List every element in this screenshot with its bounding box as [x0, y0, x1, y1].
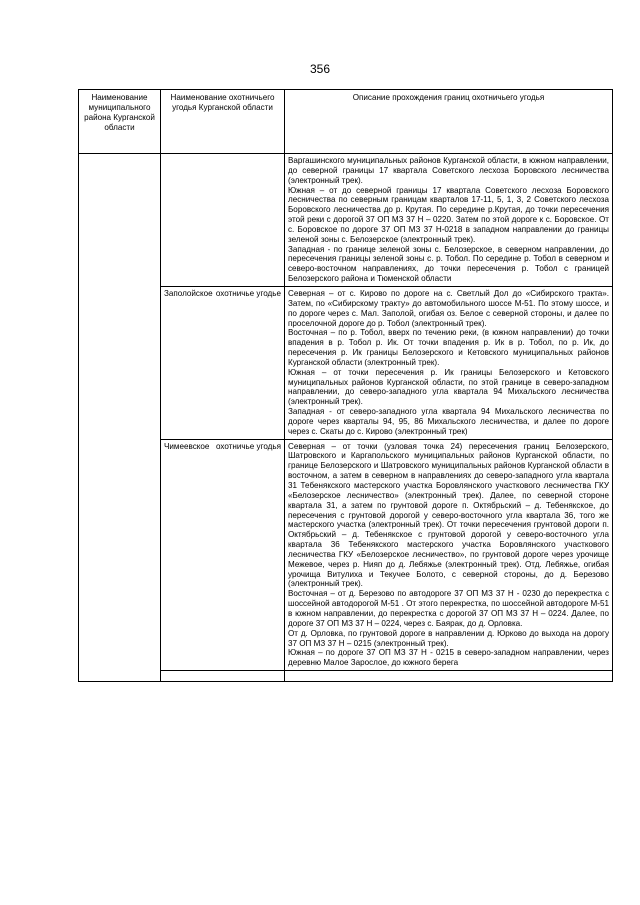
hunting-ground-name: Чимеевское: [164, 441, 210, 451]
description-paragraph: Восточная – по р. Тобол, вверх по течению реки, (в южном направлении) до точки впадения в р. Тобол р. Ик. От точки впадения р. Ик в р. Тобол, по р. Ик, до пересечения р. Ик границы Белозерского и Кетовского муниципальных районов Курганской области (электронный трек).: [288, 328, 609, 367]
hunting-ground-name: Заполойское: [164, 288, 213, 298]
table-header-row: [79, 90, 613, 154]
description-paragraph: Западная - от северо-западного угла квартала 94 Михальского лесничества по дороге через кварталы 94, 95, 86 Михальского лесничества, и далее по дороге через с. Скаты до с. Кирово (электронный трек): [288, 407, 609, 436]
description-paragraph: Южная – от до северной границы 17 квартала Советского лесхоза Боровского лесничества по северным границам кварталов 17-11, 5, 1, 3, 2 Советского лесхоза Боровского лесничества до р. Крутая. По середине р.Крутая, до точки пересечения этой реки с дорогой 37 ОП МЗ 37 Н – 0220. Затем по этой дороге к с. Боровское. От с. Боровское по дороге 37 ОП МЗ 37 Н-0218 в западном направлении до границы зеленой зоны с. Белозерское (электронный трек).: [288, 185, 609, 244]
hunting-ground-type: охотничье угодья: [215, 441, 281, 451]
description-cell: [285, 671, 613, 682]
description-paragraph: Северная – от с. Кирово по дороге на с. Светлый Дол до «Сибирского тракта». Затем, по «Сибирскому тракту» до автомобильного шоссе М-51. По этому шоссе, и по дороге через с. Мал. Заполой, огибая оз. Белое с северной стороны, и далее по проселочной дороге до р. Тобол (электронный трек).: [288, 288, 609, 328]
header-boundary-description: Описание прохождения границ охотничьего угодья: [285, 90, 613, 154]
table-row: [79, 154, 613, 287]
description-paragraph: Южная – по дороге 37 ОП МЗ 37 Н - 0215 в северо-западном направлении, через деревню Малое Зарослое, до южного берега: [288, 648, 609, 668]
description-paragraph: Западная - по границе зеленой зоны с. Белозерское, в северном направлении, до пересечения границы зеленой зоны с. р. Тобол. По середине р. Тобол в северном и северо-восточном направлениях, до точки пересечения р. Тобол с границей Белозерского района и Тюменской области: [288, 244, 609, 284]
hunting-ground-type: охотничье угодье: [215, 288, 281, 298]
header-district: Наименование муниципального района Курганской области: [79, 90, 161, 154]
description-paragraph: Восточная – от д. Березово по автодороге 37 ОП МЗ 37 Н - 0230 до перекрестка с шоссейной автодорогой М-51 . От этого перекрестка, по шоссейной автодороге М-51 в южном направлении, до перекрестка с дорогой 37 ОП МЗ 37 Н – 0224. Далее, по дороге 37 ОП МЗ 37 Н – 0224, через с. Баярак, до д. Орловка.: [288, 589, 609, 628]
page-number: 356: [309, 62, 331, 76]
description-cell: [285, 439, 613, 670]
description-cell: [285, 286, 613, 439]
description-paragraph: От д. Орловка, по грунтовой дороге в направлении д. Юрково до выхода на дорогу 37 ОП МЗ 37 Н – 0215 (электронный трек).: [288, 628, 609, 648]
hunting-grounds-table: [78, 89, 613, 682]
description-paragraph: Варгашинского муниципальных районов Курганской области, в южном направлении, до северной границы 17 квартала Советского лесхоза Боровского лесничества (электронный трек).: [288, 156, 609, 185]
description-paragraph: Северная – от точки (узловая точка 24) пересечения границ Белозерского, Шатровского и Каргапольского муниципальных районов Курганской области, по границе Белозерского и Шатровского муниципальных районов Курганской области в восточном, а затем в северном в направлениях до северо-западного угла квартала 31 Тебенякского мастерского участка Боровлянского участкового лесничества ГКУ «Белозерское лесничество» (электронный трек). Далее, по северной стороне квартала 31, а затем по грунтовой дороге п. Октябрьский – д. Тебенякское, до пересечения с грунтовой дорогой у северо-восточного угла квартала 36, того же мастерского участка (электронный трек). От точки пересечения грунтовой дороги п. Октябрьский – д. Тебенякское с грунтовой дорогой у северо-восточного угла квартала 36 Тебенякского мастерского участка Боровлянского участкового лесничества ГКУ «Белозерское лесничество», по грунтовой дороге через урочище Межевое, через р. Нияп до д. Лебяжье (электронный трек). Отд. Лебяжье, огибая урочища Витулиха и Текучее Болото, с северной стороны, до д. Березово (электронный трек).: [288, 441, 609, 589]
header-hunting-ground: Наименование охотничьего угодья Курганской области: [161, 90, 285, 154]
description-cell: [285, 154, 613, 287]
district-cell: [79, 154, 161, 682]
hunting-ground-cell: [161, 439, 285, 670]
hunting-ground-cell: [161, 286, 285, 439]
hunting-ground-cell: [161, 671, 285, 682]
description-paragraph: Южная – от точки пересечения р. Ик границы Белозерского и Кетовского муниципальных районов Курганской области, по этой границе в северо-западном направлении, до северо-западного угла квартала 94 Михальского лесничества (электронный трек).: [288, 367, 609, 407]
hunting-ground-cell: [161, 154, 285, 287]
